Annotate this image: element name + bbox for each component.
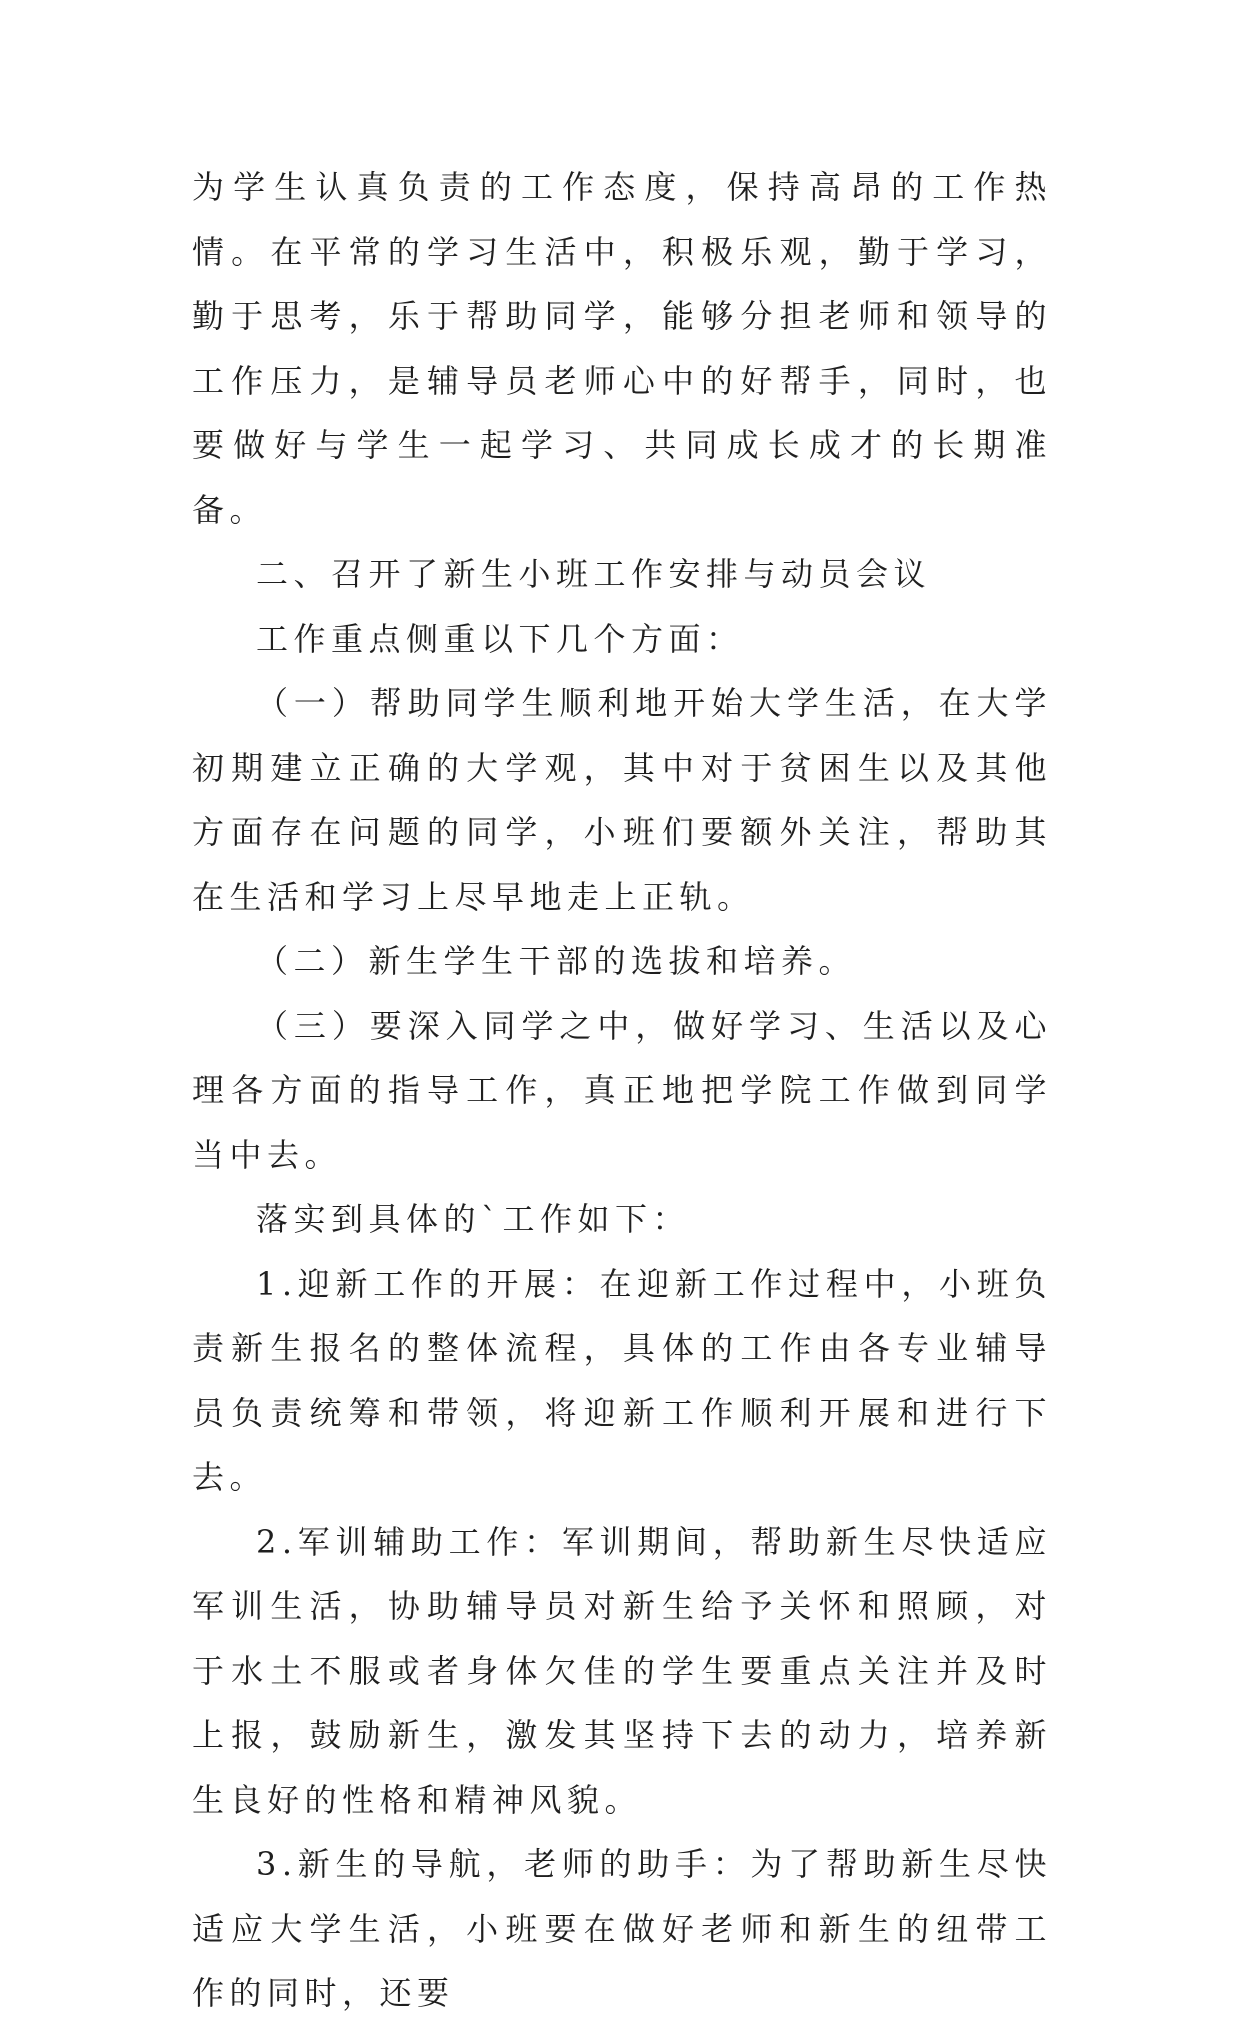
numbered-item-2: 2.军训辅助工作：军训期间，帮助新生尽快适应军训生活，协助辅导员对新生给予关怀和照顾，对于水土不服或者身体欠佳的学生要重点关注并及时上报，鼓励新生，激发其坚持下去的动力，培养新生良好的性格和精神风貌。	[192, 1522, 1052, 1819]
paragraph-specific-work: 落实到具体的`工作如下：	[256, 1200, 691, 1238]
paragraph-focus-intro: 工作重点侧重以下几个方面：	[256, 619, 744, 658]
numbered-item-3: 3.新生的导航，老师的助手：为了帮助新生尽快适应大学生活，小班要在做好老师和新生的纽带工作的同时，还要	[192, 1845, 1052, 2012]
list-item-3: （三）要深入同学之中，做好学习、生活以及心理各方面的指导工作，真正地把学院工作做到同学当中去。	[192, 1006, 1052, 1174]
document-body	[192, 155, 1052, 2026]
numbered-item-1: 1.迎新工作的开展：在迎新工作过程中，小班负责新生报名的整体流程，具体的工作由各专业辅导员负责统筹和带领，将迎新工作顺利开展和进行下去。	[192, 1264, 1052, 1496]
section-heading-2: 二、召开了新生小班工作安排与动员会议	[256, 555, 932, 593]
paragraph-1: 为学生认真负责的工作态度，保持高昂的工作热情。在平常的学习生活中，积极乐观，勤于学习，勤于思考，乐于帮助同学，能够分担老师和领导的工作压力，是辅导员老师心中的好帮手，同时，也要做好与学生一起学习、共同成长成才的长期准备。	[192, 168, 1052, 529]
list-item-2: （二）新生学生干部的选拔和培养。	[256, 942, 857, 980]
list-item-1: （一）帮助同学生顺利地开始大学生活，在大学初期建立正确的大学观，其中对于贫困生以及其他方面存在问题的同学，小班们要额外关注，帮助其在生活和学习上尽早地走上正轨。	[192, 684, 1052, 916]
